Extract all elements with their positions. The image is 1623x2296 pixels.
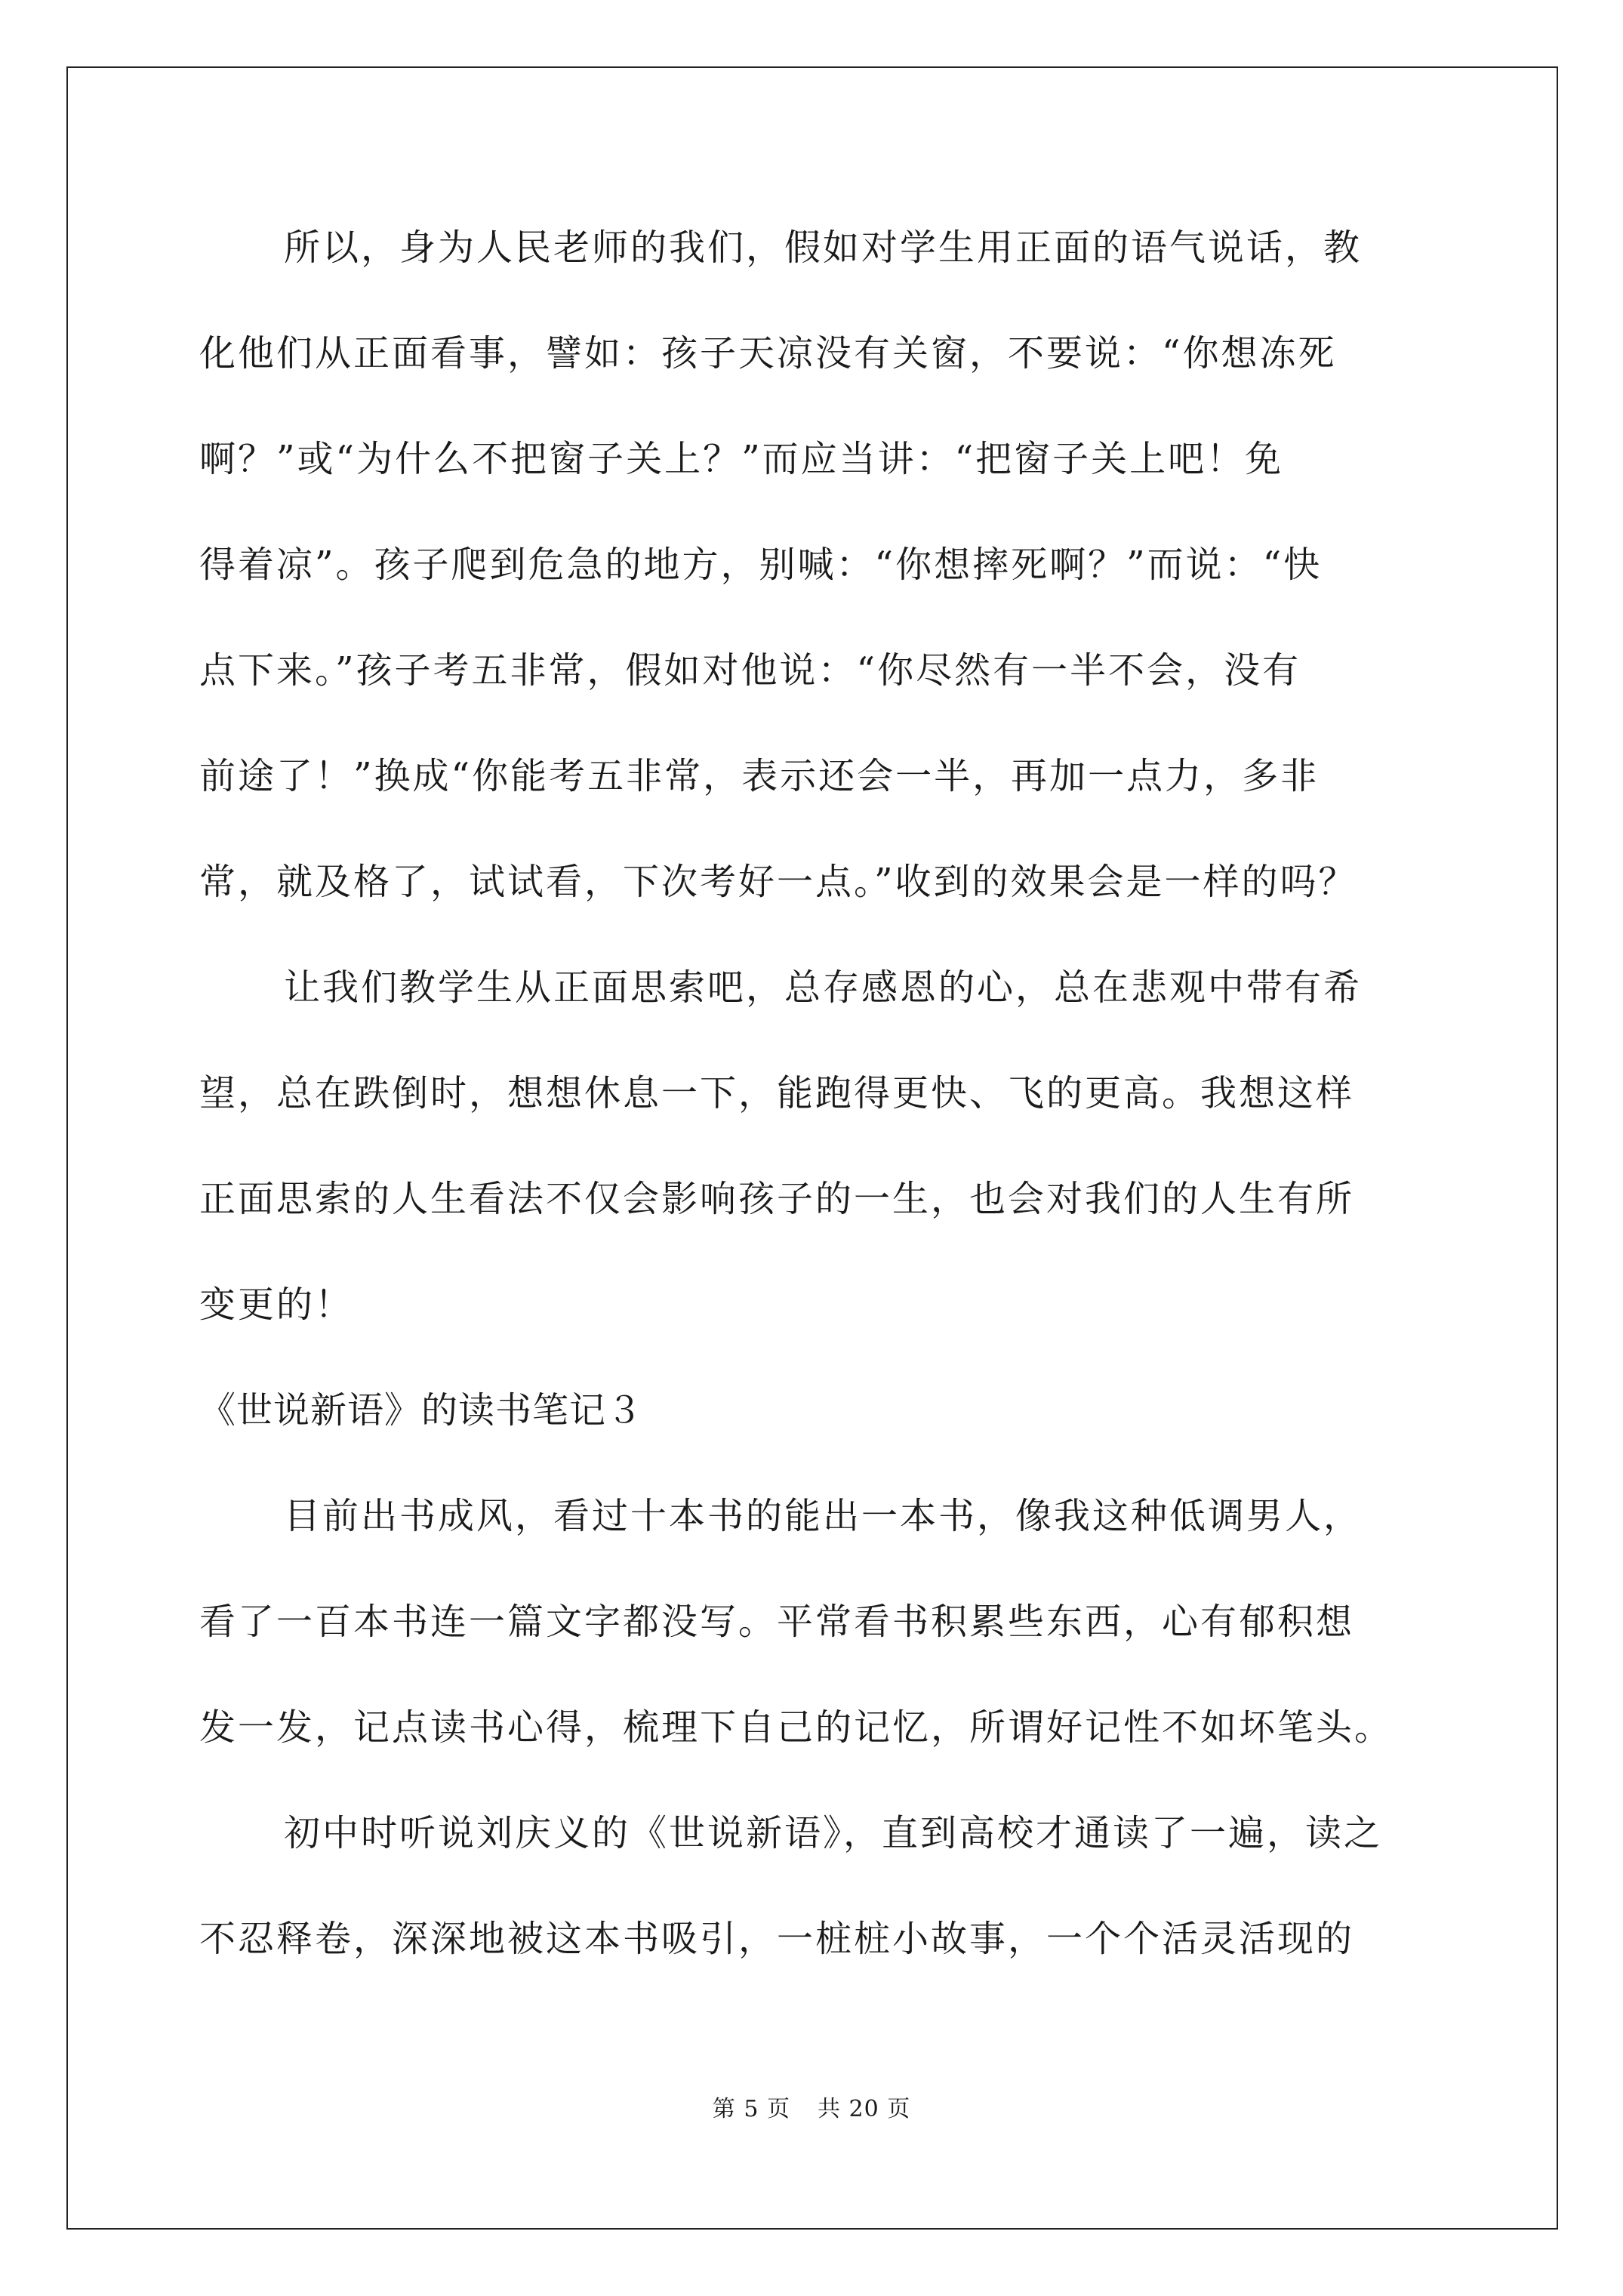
text-line: 得着凉”。孩子爬到危急的地方，别喊：“你想摔死啊？”而说：“快 [199,544,1323,586]
text-line: 化他们从正面看事，譬如：孩子天凉没有关窗，不要说：“你想冻死 [199,332,1337,374]
paragraph [199,1463,1467,1780]
text-line: 看了一百本书连一篇文字都没写。平常看书积累些东西，心有郁积想 [199,1601,1355,1643]
section-title: 《世说新语》的读书笔记３ [199,1389,644,1432]
text-line: 不忍释卷，深深地被这本书吸引，一桩桩小故事，一个个活灵活现的 [199,1918,1355,1960]
text-line: 正面思索的人生看法不仅会影响孩子的一生，也会对我们的人生有所 [199,1178,1355,1220]
text-line: 所以，身为人民老师的我们，假如对学生用正面的语气说话，教 [284,227,1363,269]
page-total: 共 20 页 [817,2096,911,2122]
paragraph [199,1780,1467,1992]
text-line: 变更的！ [199,1284,354,1326]
text-line: 啊？”或“为什么不把窗子关上？”而应当讲：“把窗子关上吧！免 [199,438,1284,480]
text-line: 常，就及格了，试试看，下次考好一点。”收到的效果会是一样的吗？ [199,861,1357,903]
page-footer [0,2090,1623,2123]
text-line: 前途了！”换成“你能考五非常，表示还会一半，再加一点力，多非 [199,755,1320,797]
text-line: 让我们教学生从正面思索吧，总存感恩的心，总在悲观中带有希 [284,966,1363,1009]
text-line: 发一发，记点读书心得，梳理下自己的记忆，所谓好记性不如坏笔头。 [199,1706,1394,1749]
text-line: 初中时听说刘庆义的《世说新语》，直到高校才通读了一遍，读之 [284,1812,1383,1854]
text-line: 目前出书成风，看过十本书的能出一本书，像我这种低调男人， [284,1495,1363,1537]
paragraph [199,935,1467,1358]
text-line: 点下来。”孩子考五非常，假如对他说：“你尽然有一半不会，没有 [199,649,1301,692]
document-body [199,195,1467,1992]
paragraph [199,195,1467,935]
text-line: 望，总在跌倒时，想想休息一下，能跑得更快、飞的更高。我想这样 [199,1072,1355,1114]
page-number: 第 5 页 [712,2096,790,2122]
